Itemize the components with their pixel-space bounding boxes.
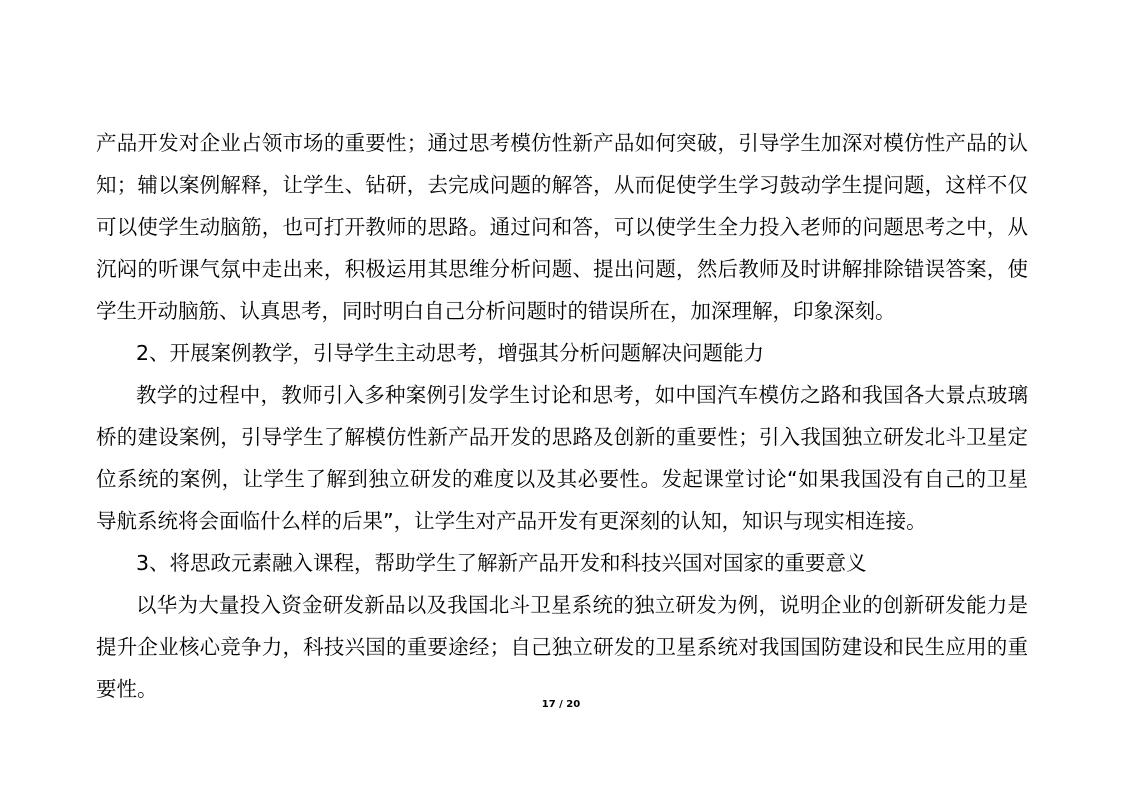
paragraph-case-teaching: 教学的过程中，教师引入多种案例引发学生讨论和思考，如中国汽车模仿之路和我国各大景点玻璃桥的建设案例，引导学生了解模仿性新产品开发的思路及创新的重要性；引入我国独立研发北斗卫星定位系统的案例，让学生了解到独立研发的难度以及其必要性。发起课堂讨论“如果我国没有自己的卫星导航系统将会面临什么样的后果”，让学生对产品开发有更深刻的认知，知识与现实相连接。 [96,383,1028,533]
section-heading-3: 3、将思政元素融入课程，帮助学生了解新产品开发和科技兴国对国家的重要意义 [136,551,867,575]
paragraph-continuation: 产品开发对企业占领市场的重要性；通过思考模仿性新产品如何突破，引导学生加深对模仿性产品的认知；辅以案例解释，让学生、钻研，去完成问题的解答，从而促使学生学习鼓动学生提问题，这样不仅可以使学生动脑筋，也可打开教师的思路。通过问和答，可以使学生全力投入老师的问题思考之中，从沉闷的听课气氛中走出来，积极运用其思维分析问题、提出问题，然后教师及时讲解排除错误答案，使学生开动脑筋、认真思考，同时明白自己分析问题时的错误所在，加深理解，印象深刻。 [96,131,1028,323]
paragraph-ideology: 以华为大量投入资金研发新品以及我国北斗卫星系统的独立研发为例，说明企业的创新研发能力是提升企业核心竞争力，科技兴国的重要途经；自己独立研发的卫星系统对我国国防建设和民生应用的重要性。 [96,593,1028,701]
page-number: 17 / 20 [541,699,581,710]
document-body [96,122,1028,710]
section-heading-2: 2、开展案例教学，引导学生主动思考，增强其分析问题解决问题能力 [136,341,765,365]
